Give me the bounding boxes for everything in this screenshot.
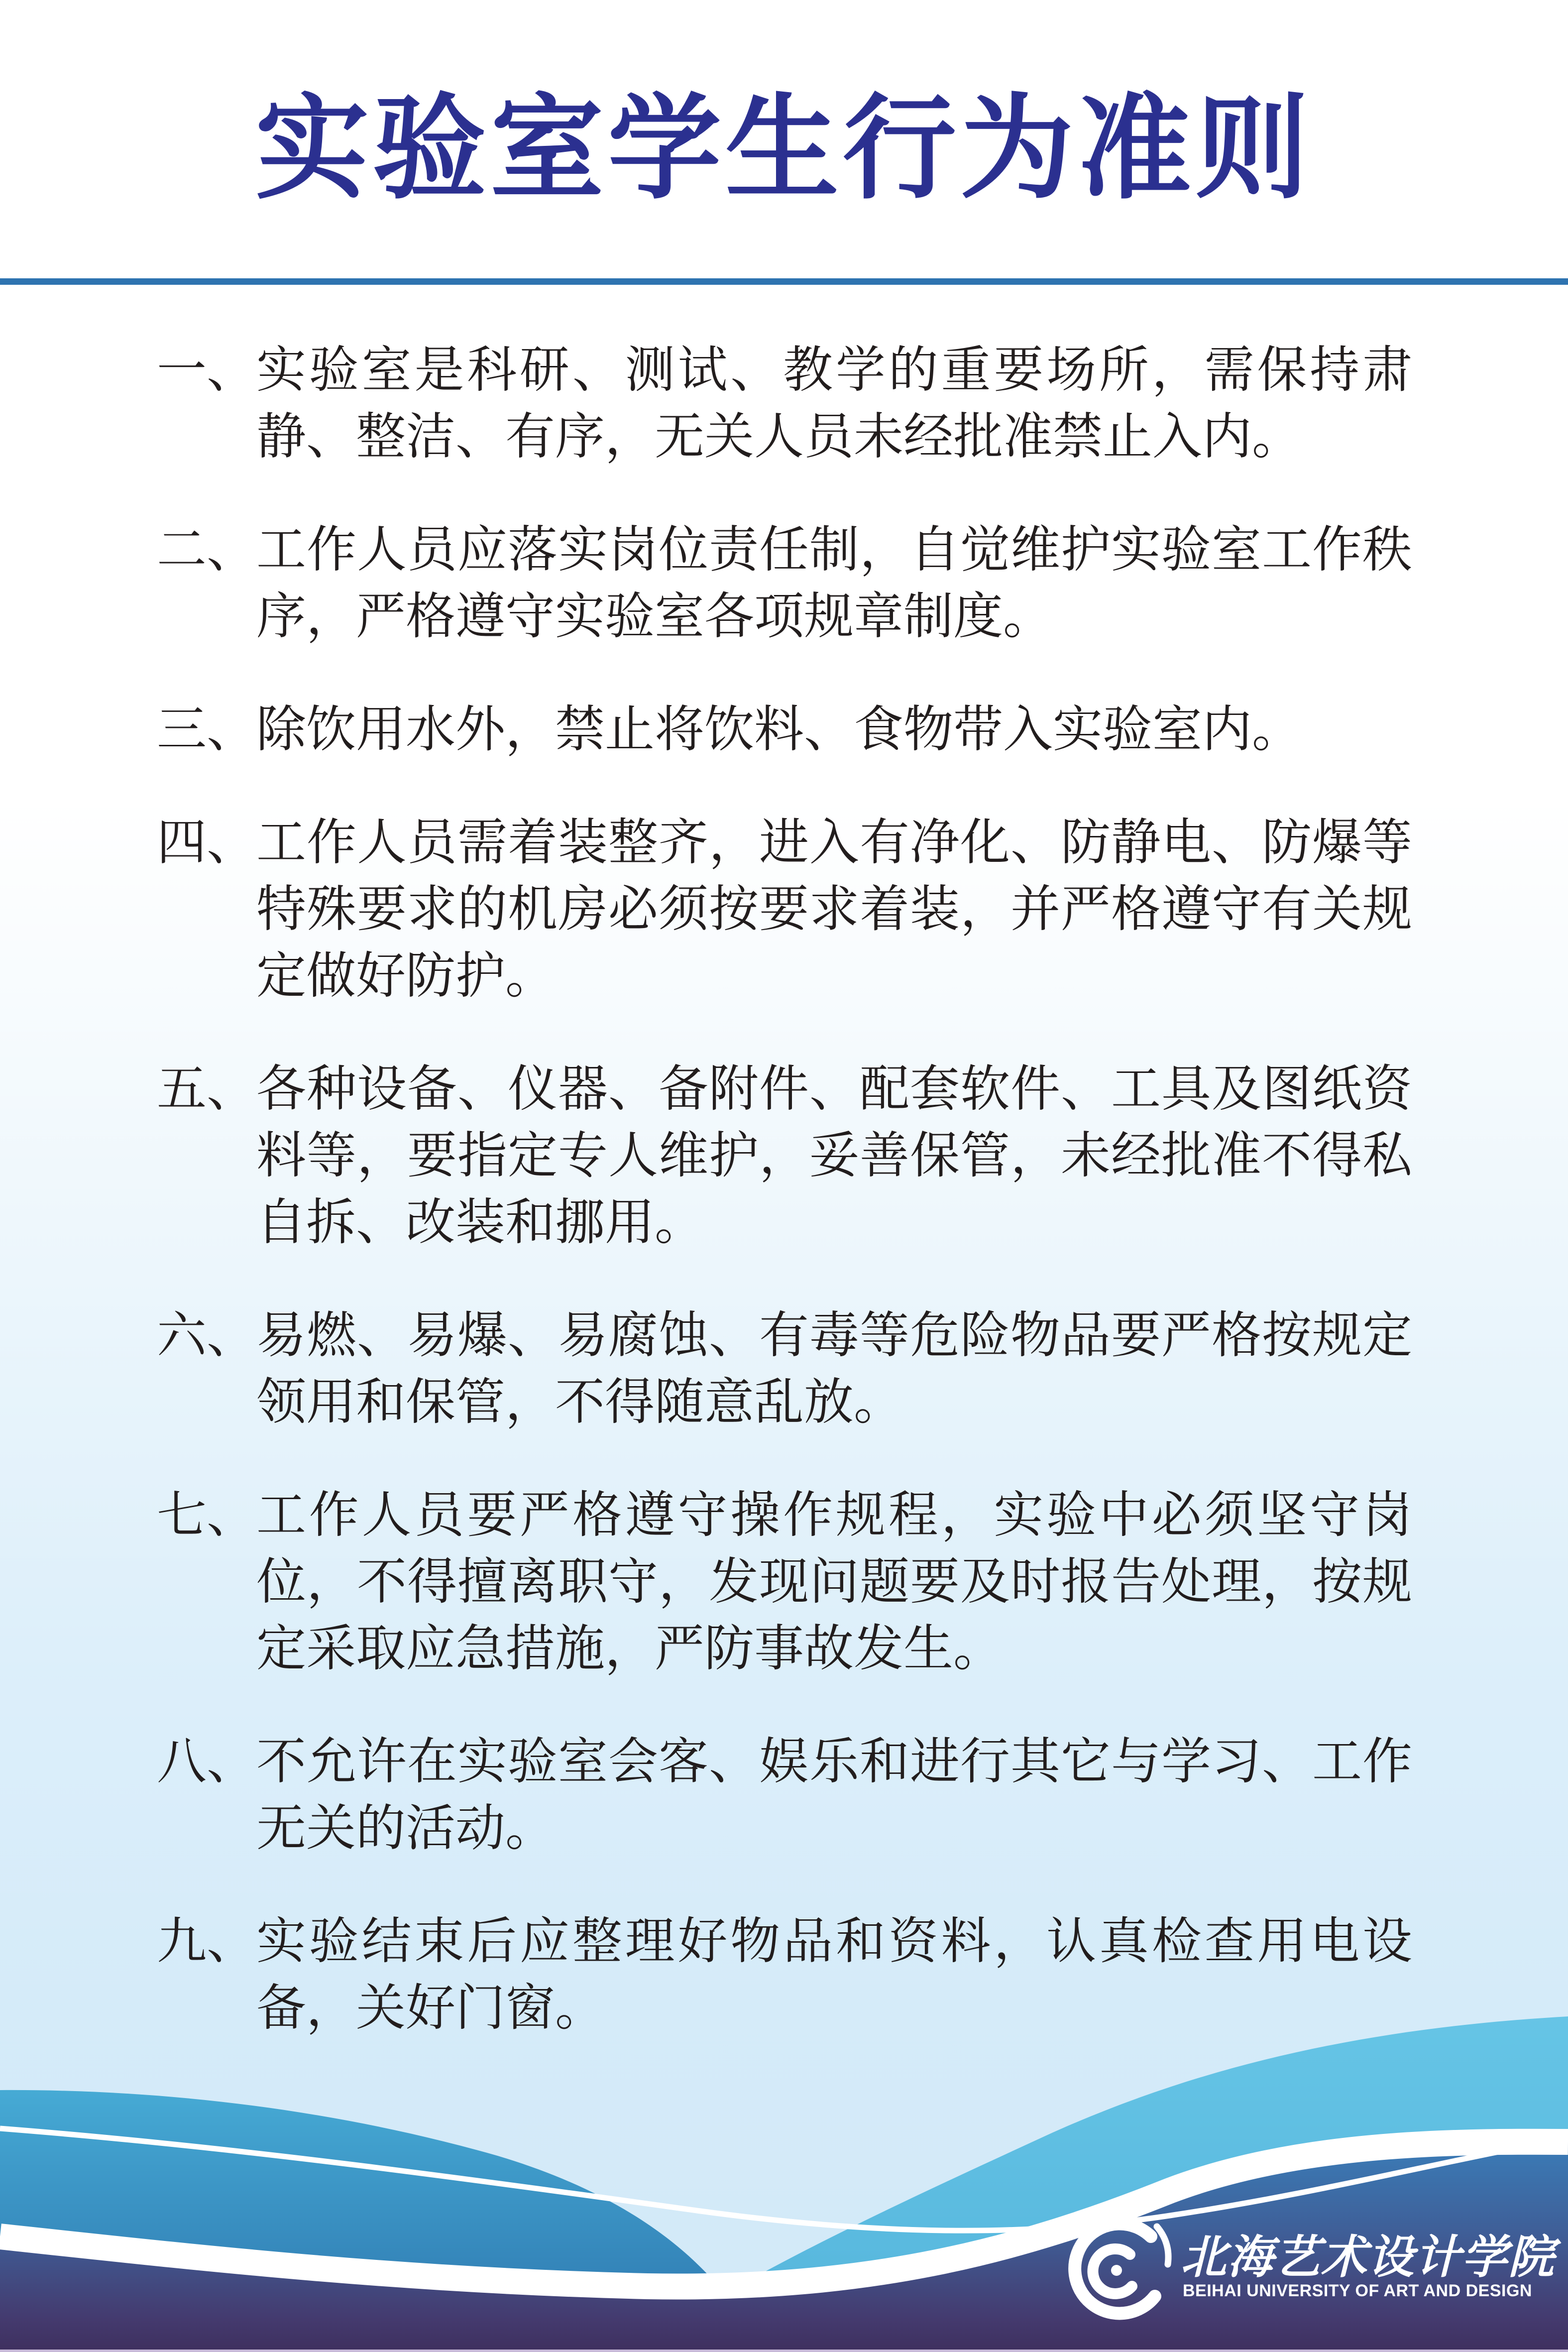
page-title: 实验室学生行为准则 (255, 86, 1313, 212)
rule-item (157, 1056, 1412, 1256)
rule-number: 四、 (157, 815, 256, 870)
rule-text: 工作人员应落实岗位责任制，自觉维护实验室工作秩序，严格遵守实验室各项规章制度。 (256, 522, 1412, 644)
rule-number: 三、 (157, 702, 256, 757)
rule-item (157, 1302, 1412, 1435)
university-name-chinese: 北海艺术设计学院 (1181, 2232, 1556, 2283)
rule-number: 一、 (157, 342, 256, 398)
bottom-edge-strip (0, 2350, 1568, 2352)
rule-item (157, 696, 1412, 763)
rule-text: 实验室是科研、测试、教学的重要场所，需保持肃静、整洁、有序，无关人员未经批准禁止入内。 (256, 342, 1412, 465)
rule-text: 工作人员要严格遵守操作规程，实验中必须坚守岗位，不得擅离职守，发现问题要及时报告处理，按规定采取应急措施，严防事故发生。 (256, 1487, 1412, 1676)
rule-item (157, 516, 1412, 650)
rule-number: 六、 (157, 1307, 256, 1363)
rule-text: 工作人员需着装整齐，进入有净化、防静电、防爆等特殊要求的机房必须按要求着装，并严格遵守有关规定做好防护。 (256, 815, 1412, 1004)
rule-item (157, 1482, 1412, 1682)
rule-number: 九、 (157, 1913, 256, 1969)
rule-number: 七、 (157, 1487, 256, 1543)
rule-item (157, 1728, 1412, 1862)
university-name-english: BEIHAI UNIVERSITY OF ART AND DESIGN (1183, 2281, 1532, 2300)
rule-text: 实验结束后应整理好物品和资料，认真检查用电设备，关好门窗。 (256, 1913, 1412, 2036)
rule-number: 八、 (157, 1734, 256, 1789)
rule-number: 二、 (157, 522, 256, 578)
rules-list (157, 337, 1412, 2088)
rule-text: 不允许在实验室会客、娱乐和进行其它与学习、工作无关的活动。 (256, 1734, 1412, 1856)
rule-text: 易燃、易爆、易腐蚀、有毒等危险物品要严格按规定领用和保管，不得随意乱放。 (256, 1307, 1412, 1430)
rule-text: 各种设备、仪器、备附件、配套软件、工具及图纸资料等，要指定专人维护，妥善保管，未经批准不得私自拆、改装和挪用。 (256, 1061, 1412, 1250)
rule-item (157, 337, 1412, 470)
rule-number: 五、 (157, 1061, 256, 1117)
title-divider (0, 278, 1568, 285)
rule-item (157, 809, 1412, 1009)
rule-text: 除饮用水外，禁止将饮料、食物带入实验室内。 (256, 702, 1302, 757)
